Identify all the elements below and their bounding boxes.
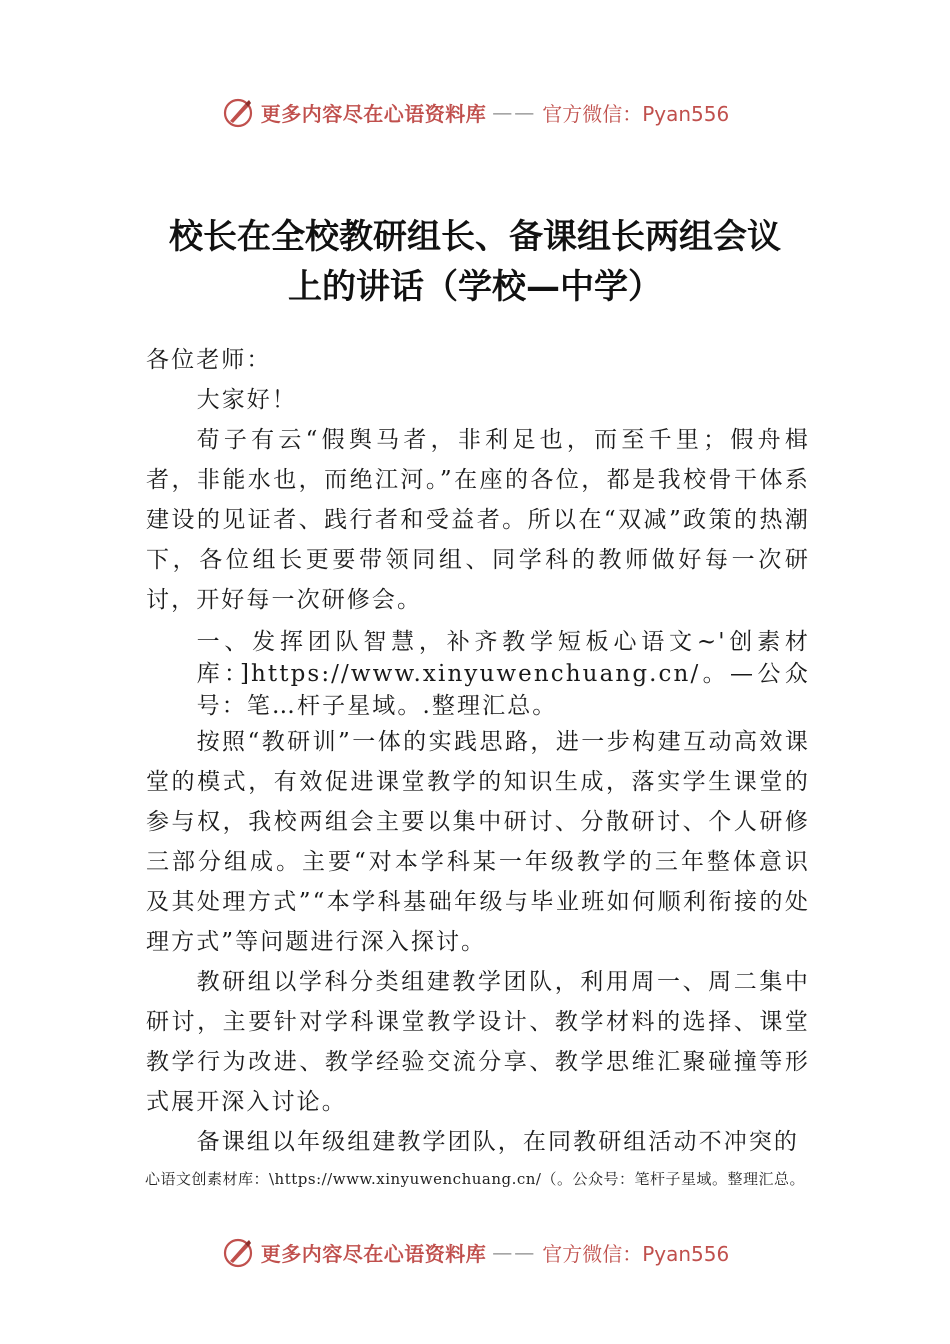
title-line-1: 校长在全校教研组长、备课组长两组会议 [169, 217, 781, 257]
header-banner [0, 92, 950, 132]
banner-separator: —— [492, 1240, 537, 1264]
paragraph-4: 备课组以年级组建教学团队，在同教研组活动不冲突的 [196, 1129, 799, 1155]
banner-wechat-text: 官方微信：Pyan556 [542, 101, 730, 126]
banner-main-text: 更多内容尽在心语资料库 [260, 1241, 487, 1266]
salutation: 各位老师： [146, 347, 272, 373]
section-heading-1: 一、发挥团队智慧，补齐教学短板心语文~'创素材库：]https://www.xinyuwenchuang.cn/。—公众号：笔…杆子星域。.整理汇总。 [196, 629, 810, 719]
banner-separator: —— [492, 100, 537, 124]
title-line-2: 上的讲话（学校—中学） [288, 267, 662, 307]
banner-wechat-text: 官方微信：Pyan556 [542, 1241, 730, 1266]
pen-seal-icon [221, 1235, 255, 1269]
paragraph-2: 按照“教研训”一体的实践思路，进一步构建互动高效课堂的模式，有效促进课堂教学的知识生成，落实学生课堂的参与权，我校两组会主要以集中研讨、分散研讨、个人研修三部分组成。主要“对本学科某一年级教学的三年整体意识及其处理方式”“本学科基础年级与毕业班如何顺利衔接的处理方式”等问题进行深入探讨。 [146, 729, 810, 955]
paragraph-1: 荀子有云“假舆马者，非利足也，而至千里；假舟楫者，非能水也，而绝江河。”在座的各位，都是我校骨干体系建设的见证者、践行者和受益者。所以在“双减”政策的热潮下，各位组长更要带领同组、同学科的教师做好每一次研讨，开好每一次研修会。 [146, 427, 810, 613]
banner-main-text: 更多内容尽在心语资料库 [260, 101, 487, 126]
page-footnote: 心语文创素材库：\https://www.xinyuwenchuang.cn/（。公众号：笔杆子星域。整理汇总。 [145, 1170, 805, 1188]
pen-seal-icon [221, 95, 255, 129]
document-body [146, 340, 810, 1162]
paragraph-3: 教研组以学科分类组建教学团队，利用周一、周二集中研讨，主要针对学科课堂教学设计、教学材料的选择、课堂教学行为改进、教学经验交流分享、教学思维汇聚碰撞等形式展开深入讨论。 [146, 969, 810, 1115]
document-title [100, 212, 850, 312]
footer-banner [0, 1232, 950, 1272]
greeting: 大家好！ [196, 387, 297, 413]
